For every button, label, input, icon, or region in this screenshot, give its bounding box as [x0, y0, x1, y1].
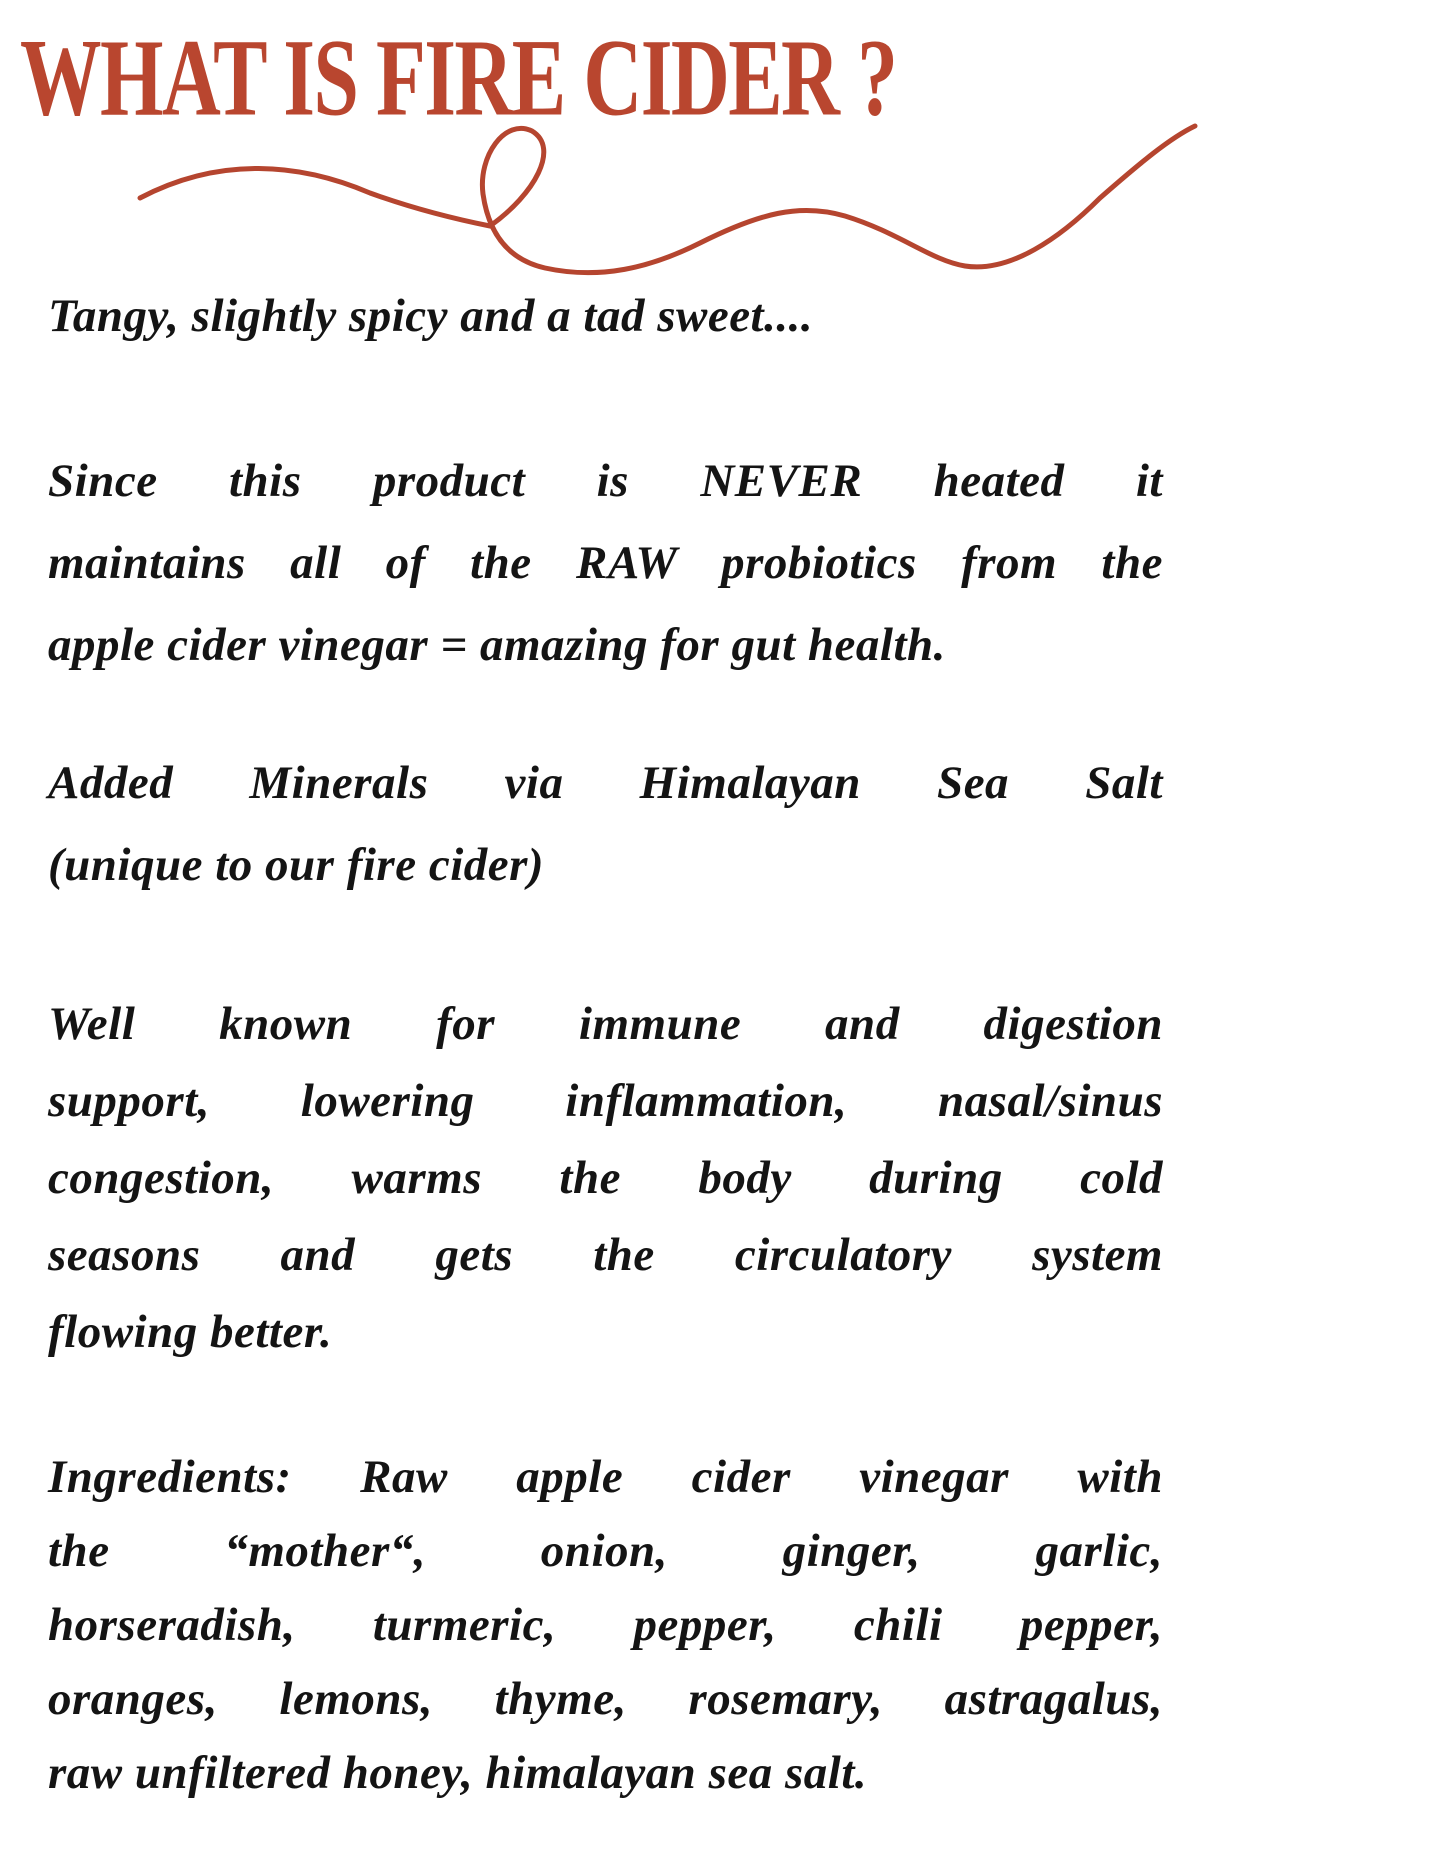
text-line: raw unfiltered honey, himalayan sea salt.	[48, 1747, 868, 1799]
text-line: Well known for immune and digestion	[48, 998, 1163, 1050]
text-line: maintains all of the RAW probiotics from the	[48, 537, 1163, 589]
text-line: the “mother“, onion, ginger, garlic,	[48, 1525, 1163, 1577]
text-line: Since this product is NEVER heated it	[48, 455, 1163, 507]
text-line: Tangy, slightly spicy and a tad sweet....	[48, 290, 814, 342]
paragraph-intro	[48, 276, 1163, 356]
text-line: support, lowering inflammation, nasal/sinus	[48, 1075, 1163, 1127]
text-line: (unique to our fire cider)	[48, 839, 545, 891]
text-line: congestion, warms the body during cold	[48, 1152, 1163, 1204]
text-line: apple cider vinegar = amazing for gut health.	[48, 619, 946, 671]
paragraph-benefits	[48, 986, 1163, 1371]
text-line: Ingredients: Raw apple cider vinegar with	[48, 1451, 1163, 1503]
paragraph-ingredients	[48, 1440, 1163, 1810]
text-line: Added Minerals via Himalayan Sea Salt	[48, 757, 1163, 809]
text-line: seasons and gets the circulatory system	[48, 1229, 1163, 1281]
paragraph-raw-probiotics	[48, 440, 1163, 686]
paragraph-minerals	[48, 742, 1163, 906]
text-line: flowing better.	[48, 1306, 333, 1358]
text-line: horseradish, turmeric, pepper, chili pepper,	[48, 1599, 1163, 1651]
text-line: oranges, lemons, thyme, rosemary, astragalus,	[48, 1673, 1163, 1725]
page-title: WHAT IS FIRE CIDER ?	[20, 17, 897, 140]
